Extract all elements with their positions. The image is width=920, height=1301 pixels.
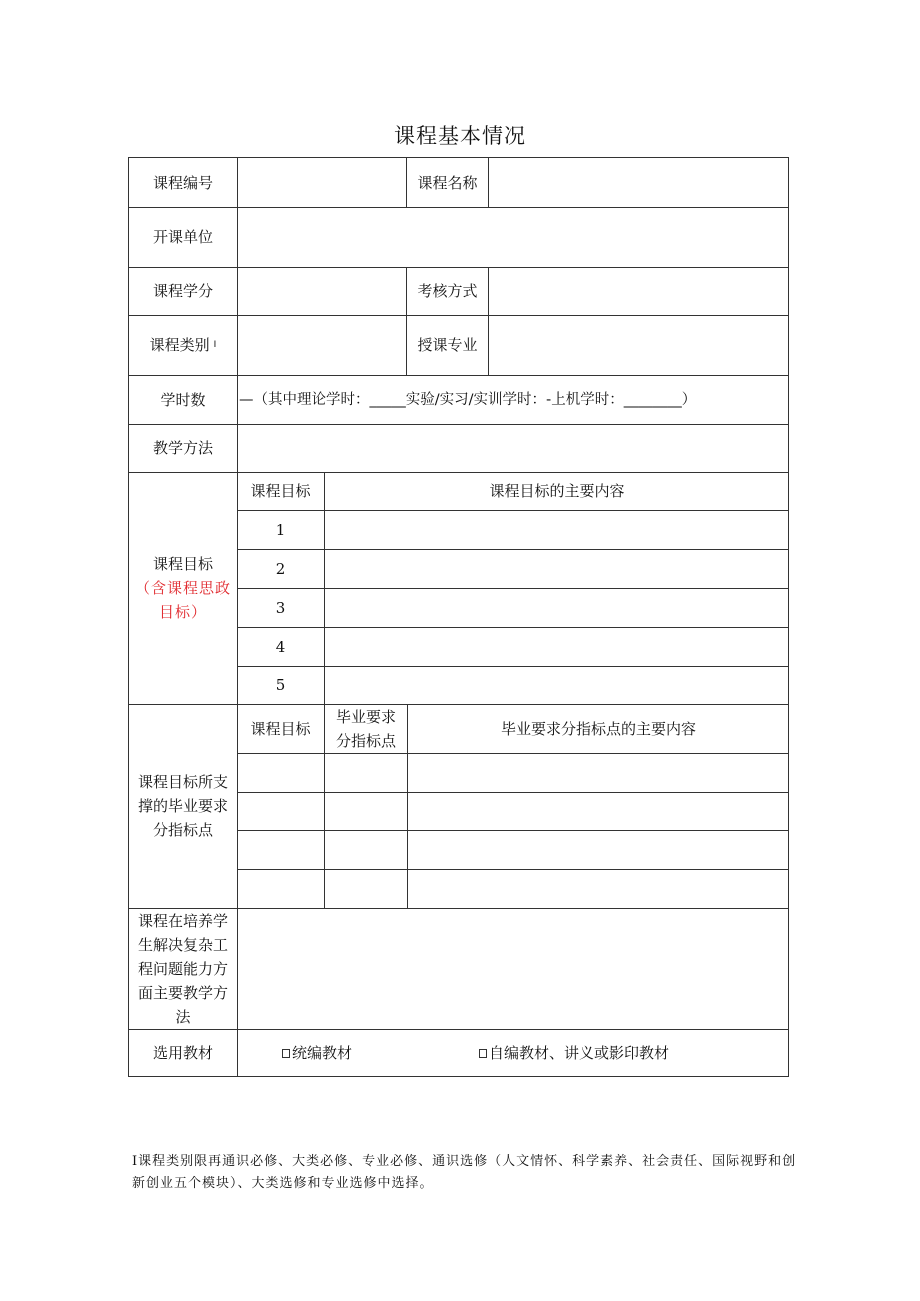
objective-row-number: 1	[275, 520, 286, 539]
credits-label: 课程学分	[152, 282, 213, 300]
objective-row-number: 5	[275, 676, 286, 694]
textbook-option-unified-label: 统编教材	[292, 1044, 353, 1062]
column-divider	[488, 267, 489, 375]
teaching-method-label: 教学方法	[152, 439, 213, 457]
support-label: 课程目标所支撑的毕业要求分指标点	[137, 773, 228, 839]
checkbox-icon[interactable]	[479, 1049, 487, 1058]
hours-label: 学时数	[160, 390, 206, 409]
checkbox-icon[interactable]	[282, 1049, 290, 1058]
footnote-marker: I	[213, 340, 217, 350]
row-divider	[237, 869, 789, 870]
textbook-option-unified[interactable]	[282, 1029, 462, 1077]
objective-row-number: 2	[275, 559, 286, 578]
footnote: I课程类别限再通识必修、大类必修、专业必修、通识选修（人文情怀、科学素养、社会责任、国际视野和创新创业五个模块）、大类选修和专业选修中选择。	[132, 1154, 797, 1191]
objectives-col-content: 课程目标的主要内容	[489, 482, 625, 500]
category-label-text: 课程类别	[149, 336, 210, 354]
objectives-label-note: （含课程思政目标）	[135, 579, 232, 621]
support-col-objective: 课程目标	[250, 719, 311, 738]
support-col-content: 毕业要求分指标点的主要内容	[500, 719, 696, 738]
row-divider	[237, 792, 789, 793]
assessment-label: 考核方式	[417, 282, 478, 300]
hours-detail: —（其中理论学时：_____实验/实习/实训学时：-上机学时：________）	[239, 391, 697, 408]
page-title: 课程基本情况	[394, 124, 526, 148]
column-divider	[324, 472, 325, 908]
textbook-option-self-label: 自编教材、讲义或影印教材	[489, 1044, 670, 1062]
objective-row-number: 3	[275, 598, 286, 617]
category-label	[129, 315, 237, 375]
course-info-table	[128, 157, 789, 1077]
major-label: 授课专业	[417, 336, 478, 354]
objectives-label-text: 课程目标	[152, 555, 213, 573]
column-divider	[488, 158, 489, 207]
objectives-label	[129, 472, 237, 704]
complex-problem-label: 课程在培养学生解决复杂工程问题能力方面主要教学方法	[137, 911, 228, 1026]
textbook-option-self[interactable]	[479, 1029, 779, 1077]
course-code-label: 课程编号	[152, 173, 213, 192]
support-col-indicator: 毕业要求分指标点	[335, 707, 396, 750]
course-name-label: 课程名称	[417, 173, 478, 192]
objective-row-number: 4	[275, 637, 286, 656]
textbook-label: 选用教材	[152, 1044, 213, 1062]
row-divider	[237, 830, 789, 831]
row-divider	[237, 753, 789, 754]
objectives-col-objective: 课程目标	[250, 482, 311, 500]
department-label: 开课单位	[152, 228, 213, 246]
